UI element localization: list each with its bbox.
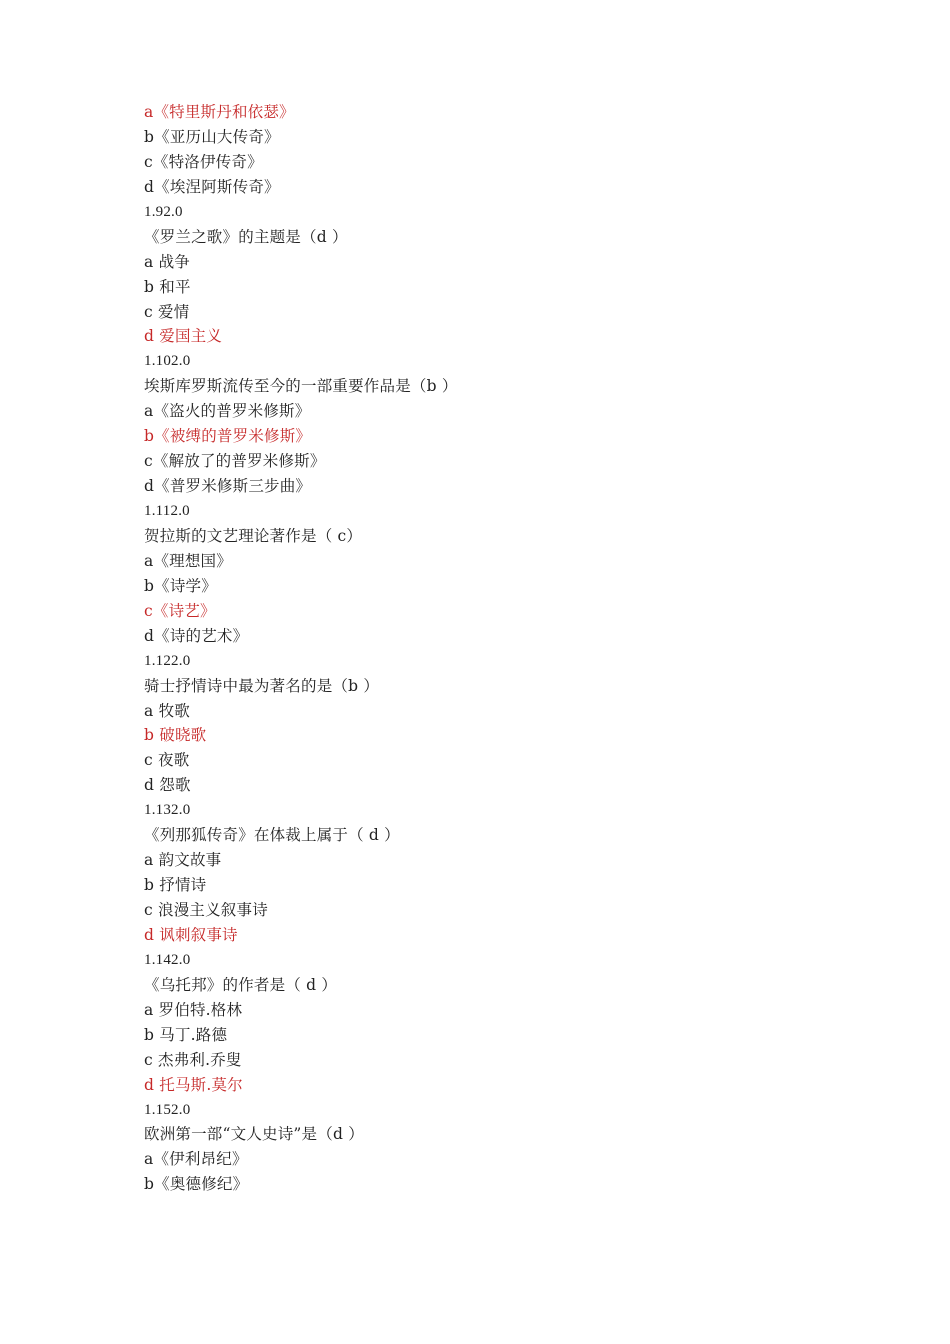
- correct-answer-option: d 讽刺叙事诗: [144, 925, 238, 944]
- answer-option: c 夜歌: [144, 751, 190, 770]
- answer-option: c《解放了的普罗米修斯》: [144, 452, 326, 471]
- question-text: 埃斯库罗斯流传至今的一部重要作品是（b ）: [144, 377, 458, 396]
- answer-option: a 牧歌: [144, 701, 190, 720]
- correct-answer-option: d 托马斯.莫尔: [144, 1075, 243, 1094]
- answer-option: b《奥德修纪》: [144, 1175, 249, 1194]
- question-text: 《乌托邦》的作者是（ d ）: [144, 975, 338, 994]
- question-number: 1.132.0: [144, 802, 191, 819]
- answer-option: b《亚历山大传奇》: [144, 127, 280, 146]
- answer-option: a 战争: [144, 252, 190, 271]
- answer-option: d 怨歌: [144, 776, 191, 795]
- answer-option: a 韵文故事: [144, 851, 222, 870]
- question-number: 1.122.0: [144, 652, 191, 669]
- correct-answer-option: b《被缚的普罗米修斯》: [144, 427, 312, 446]
- answer-option: d《诗的艺术》: [144, 626, 249, 645]
- question-number: 1.102.0: [144, 353, 191, 370]
- answer-option: c 爱情: [144, 302, 190, 321]
- question-number: 1.112.0: [144, 503, 190, 519]
- correct-answer-option: a《特里斯丹和依瑟》: [144, 103, 295, 121]
- correct-answer-option: d 爱国主义: [144, 327, 223, 346]
- answer-option: a《理想国》: [144, 551, 232, 570]
- answer-option: c 浪漫主义叙事诗: [144, 901, 268, 919]
- question-number: 1.142.0: [144, 951, 191, 968]
- quiz-content: [144, 100, 844, 1197]
- answer-option: b 和平: [144, 277, 191, 296]
- answer-option: d《埃涅阿斯传奇》: [144, 177, 280, 196]
- question-number: 1.152.0: [144, 1101, 191, 1118]
- answer-option: d《普罗米修斯三步曲》: [144, 477, 312, 496]
- answer-option: b 抒情诗: [144, 876, 207, 895]
- question-text: 骑士抒情诗中最为著名的是（b ）: [144, 676, 380, 695]
- question-text: 《列那狐传奇》在体裁上属于（ d ）: [144, 826, 400, 845]
- question-text: 《罗兰之歌》的主题是（d ）: [144, 227, 348, 246]
- answer-option: c《特洛伊传奇》: [144, 152, 263, 171]
- question-text: 贺拉斯的文艺理论著作是（ c）: [144, 526, 363, 545]
- question-number: 1.92.0: [144, 203, 183, 220]
- correct-answer-option: b 破晓歌: [144, 726, 207, 745]
- answer-option: c 杰弗利.乔叟: [144, 1050, 242, 1069]
- correct-answer-option: c《诗艺》: [144, 601, 216, 620]
- answer-option: a《盗火的普罗米修斯》: [144, 402, 311, 421]
- question-text: 欧洲第一部“文人史诗”是（d ）: [144, 1125, 364, 1144]
- answer-option: b《诗学》: [144, 576, 217, 595]
- answer-option: b 马丁.路德: [144, 1025, 228, 1044]
- answer-option: a《伊利昂纪》: [144, 1150, 248, 1169]
- answer-option: a 罗伯特.格林: [144, 1000, 243, 1019]
